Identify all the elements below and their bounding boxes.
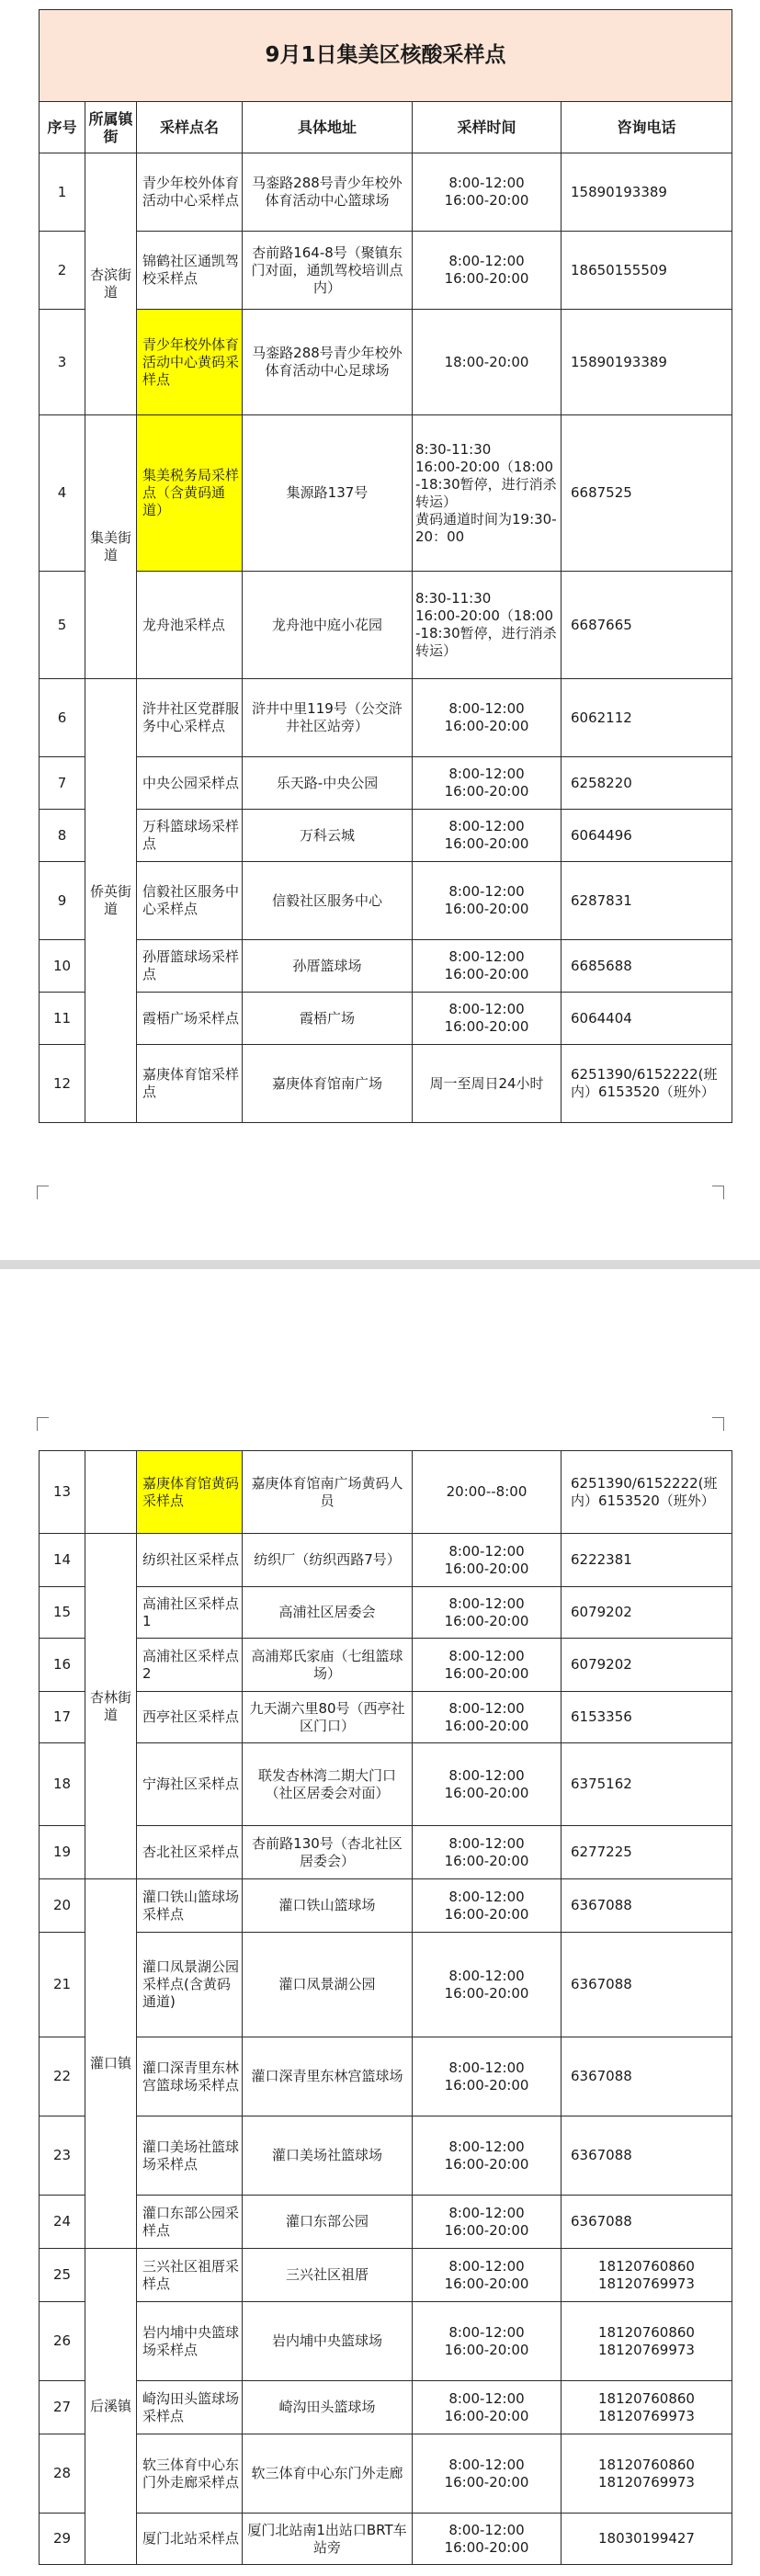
site-name: 宁海社区采样点 bbox=[137, 1743, 243, 1826]
sampling-sites-table-part2 bbox=[39, 1450, 732, 2565]
sampling-time: 8:00-12:00 16:00-20:00 bbox=[413, 1587, 561, 1639]
row-no: 2 bbox=[40, 232, 85, 310]
phone: 6367088 bbox=[561, 2196, 732, 2249]
row-no: 3 bbox=[40, 310, 85, 415]
site-address: 马銮路288号青少年校外体育活动中心篮球场 bbox=[243, 153, 413, 232]
row-no: 20 bbox=[40, 1879, 85, 1933]
table-row bbox=[40, 1743, 732, 1826]
site-name: 龙舟池采样点 bbox=[137, 572, 243, 679]
site-name: 灌口美场社篮球场采样点 bbox=[137, 2116, 243, 2196]
site-name: 灌口凤景湖公园采样点(含黄码通道) bbox=[137, 1933, 243, 2037]
phone: 6367088 bbox=[561, 2037, 732, 2116]
table-row bbox=[40, 2514, 732, 2565]
table-row bbox=[40, 1451, 732, 1534]
town-cell: 侨英街道 bbox=[85, 679, 137, 1123]
table-row bbox=[40, 310, 732, 415]
row-no: 27 bbox=[40, 2381, 85, 2434]
site-name: 万科篮球场采样点 bbox=[137, 810, 243, 862]
sampling-time: 8:00-12:00 16:00-20:00 bbox=[413, 1933, 561, 2037]
site-address: 九天湖六里80号（西亭社区门口） bbox=[243, 1692, 413, 1743]
site-name: 杏北社区采样点 bbox=[137, 1826, 243, 1879]
site-address: 岩内埔中央篮球场 bbox=[243, 2302, 413, 2381]
row-no: 21 bbox=[40, 1933, 85, 2037]
table-row bbox=[40, 1692, 732, 1743]
phone: 6367088 bbox=[561, 1879, 732, 1933]
sampling-time: 8:00-12:00 16:00-20:00 bbox=[413, 1826, 561, 1879]
sampling-time: 8:00-12:00 16:00-20:00 bbox=[413, 1534, 561, 1587]
site-address: 嘉庚体育馆南广场 bbox=[243, 1045, 413, 1123]
table-row bbox=[40, 1534, 732, 1587]
site-address: 软三体育中心东门外走廊 bbox=[243, 2434, 413, 2514]
sampling-time: 8:00-12:00 16:00-20:00 bbox=[413, 2381, 561, 2434]
row-no: 8 bbox=[40, 810, 85, 862]
phone: 6287831 bbox=[561, 862, 732, 940]
header-town: 所属镇街 bbox=[85, 102, 137, 153]
site-name: 灌口东部公园采样点 bbox=[137, 2196, 243, 2249]
table-row bbox=[40, 2434, 732, 2514]
site-name: 孙厝篮球场采样点 bbox=[137, 940, 243, 993]
row-no: 26 bbox=[40, 2302, 85, 2381]
sampling-time: 8:00-12:00 16:00-20:00 bbox=[413, 1743, 561, 1826]
town-cell: 集美街道 bbox=[85, 415, 137, 679]
sampling-time: 8:00-12:00 16:00-20:00 bbox=[413, 810, 561, 862]
table-row bbox=[40, 2249, 732, 2302]
row-no: 25 bbox=[40, 2249, 85, 2302]
page-1 bbox=[0, 0, 760, 1167]
town-cell: 杏林街道 bbox=[85, 1534, 137, 1879]
table-row bbox=[40, 2116, 732, 2196]
site-name: 信毅社区服务中心采样点 bbox=[137, 862, 243, 940]
row-no: 11 bbox=[40, 993, 85, 1045]
site-name-highlighted: 青少年校外体育活动中心黄码采样点 bbox=[137, 310, 243, 415]
phone: 6687525 bbox=[561, 415, 732, 572]
table-row bbox=[40, 2381, 732, 2434]
crop-mark bbox=[37, 1186, 49, 1199]
phone: 18120760860 18120769973 bbox=[561, 2249, 732, 2302]
site-address: 马銮路288号青少年校外体育活动中心足球场 bbox=[243, 310, 413, 415]
phone: 6064404 bbox=[561, 993, 732, 1045]
table-row bbox=[40, 1933, 732, 2037]
site-address: 杏前路164-8号（聚镇东门对面，通凯驾校培训点内） bbox=[243, 232, 413, 310]
sampling-time: 8:00-12:00 16:00-20:00 bbox=[413, 940, 561, 993]
site-name: 中央公园采样点 bbox=[137, 757, 243, 810]
table-row bbox=[40, 1826, 732, 1879]
site-name: 高浦社区采样点2 bbox=[137, 1639, 243, 1692]
phone: 6367088 bbox=[561, 1933, 732, 2037]
table-row bbox=[40, 679, 732, 757]
site-address: 集源路137号 bbox=[243, 415, 413, 572]
table-row bbox=[40, 810, 732, 862]
table-title: 9月1日集美区核酸采样点 bbox=[40, 10, 732, 102]
row-no: 29 bbox=[40, 2514, 85, 2565]
site-address: 高浦社区居委会 bbox=[243, 1587, 413, 1639]
phone: 6251390/6152222(班内）6153520（班外） bbox=[561, 1045, 732, 1123]
sampling-time: 8:00-12:00 16:00-20:00 bbox=[413, 2302, 561, 2381]
phone: 6062112 bbox=[561, 679, 732, 757]
row-no: 5 bbox=[40, 572, 85, 679]
site-address: 灌口凤景湖公园 bbox=[243, 1933, 413, 2037]
town-cell: 灌口镇 bbox=[85, 1879, 137, 2249]
table-row bbox=[40, 2196, 732, 2249]
row-no: 7 bbox=[40, 757, 85, 810]
sampling-time: 8:00-12:00 16:00-20:00 bbox=[413, 862, 561, 940]
site-address: 厦门北站南1出站口BRT车站旁 bbox=[243, 2514, 413, 2565]
site-address: 信毅社区服务中心 bbox=[243, 862, 413, 940]
page-gap bbox=[0, 1167, 760, 1316]
sampling-time: 周一至周日24小时 bbox=[413, 1045, 561, 1123]
site-address: 三兴社区祖厝 bbox=[243, 2249, 413, 2302]
phone: 15890193389 bbox=[561, 153, 732, 232]
sampling-time: 8:00-12:00 16:00-20:00 bbox=[413, 1692, 561, 1743]
header-site: 采样点名 bbox=[137, 102, 243, 153]
phone: 6079202 bbox=[561, 1587, 732, 1639]
phone: 6375162 bbox=[561, 1743, 732, 1826]
row-no: 6 bbox=[40, 679, 85, 757]
phone: 18120760860 18120769973 bbox=[561, 2434, 732, 2514]
sampling-time: 20:00--8:00 bbox=[413, 1451, 561, 1534]
site-address: 孙厝篮球场 bbox=[243, 940, 413, 993]
sampling-time: 8:00-12:00 16:00-20:00 bbox=[413, 153, 561, 232]
table-row bbox=[40, 940, 732, 993]
site-address: 龙舟池中庭小花园 bbox=[243, 572, 413, 679]
phone: 6153356 bbox=[561, 1692, 732, 1743]
header-time: 采样时间 bbox=[413, 102, 561, 153]
town-cell: 杏滨街道 bbox=[85, 153, 137, 415]
site-address: 灌口深青里东林宫篮球场 bbox=[243, 2037, 413, 2116]
site-address: 灌口东部公园 bbox=[243, 2196, 413, 2249]
crop-mark bbox=[712, 1186, 724, 1199]
table-row bbox=[40, 1587, 732, 1639]
site-address: 杏前路130号（杏北社区居委会） bbox=[243, 1826, 413, 1879]
table-row bbox=[40, 2302, 732, 2381]
site-name: 嘉庚体育馆采样点 bbox=[137, 1045, 243, 1123]
crop-mark bbox=[37, 1417, 49, 1431]
site-name: 三兴社区祖厝采样点 bbox=[137, 2249, 243, 2302]
header-phone: 咨询电话 bbox=[561, 102, 732, 153]
row-no: 9 bbox=[40, 862, 85, 940]
page-2 bbox=[0, 1316, 760, 2576]
site-address: 崎沟田头篮球场 bbox=[243, 2381, 413, 2434]
sampling-time: 8:00-12:00 16:00-20:00 bbox=[413, 2196, 561, 2249]
phone: 6367088 bbox=[561, 2116, 732, 2196]
row-no: 28 bbox=[40, 2434, 85, 2514]
phone: 18030199427 bbox=[561, 2514, 732, 2565]
crop-mark bbox=[712, 1417, 724, 1431]
site-address: 霞梧广场 bbox=[243, 993, 413, 1045]
phone: 18120760860 18120769973 bbox=[561, 2381, 732, 2434]
table-row bbox=[40, 1045, 732, 1123]
site-name: 岩内埔中央篮球场采样点 bbox=[137, 2302, 243, 2381]
table-row bbox=[40, 1879, 732, 1933]
phone: 6064496 bbox=[561, 810, 732, 862]
row-no: 15 bbox=[40, 1587, 85, 1639]
table-row bbox=[40, 572, 732, 679]
site-name: 崎沟田头篮球场采样点 bbox=[137, 2381, 243, 2434]
header-seq: 序号 bbox=[40, 102, 85, 153]
row-no: 17 bbox=[40, 1692, 85, 1743]
row-no: 4 bbox=[40, 415, 85, 572]
site-name: 青少年校外体育活动中心采样点 bbox=[137, 153, 243, 232]
sampling-time: 8:00-12:00 16:00-20:00 bbox=[413, 2116, 561, 2196]
phone: 6251390/6152222(班内）6153520（班外） bbox=[561, 1451, 732, 1534]
site-name: 高浦社区采样点1 bbox=[137, 1587, 243, 1639]
town-cell-empty bbox=[85, 1451, 137, 1534]
phone: 15890193389 bbox=[561, 310, 732, 415]
site-address: 万科云城 bbox=[243, 810, 413, 862]
site-name: 软三体育中心东门外走廊采样点 bbox=[137, 2434, 243, 2514]
phone: 6687665 bbox=[561, 572, 732, 679]
phone: 6258220 bbox=[561, 757, 732, 810]
site-address: 纺织厂（纺织西路7号） bbox=[243, 1534, 413, 1587]
site-address: 嘉庚体育馆南广场黄码人员 bbox=[243, 1451, 413, 1534]
sampling-sites-table-part1 bbox=[39, 9, 732, 1123]
sampling-time: 8:00-12:00 16:00-20:00 bbox=[413, 2037, 561, 2116]
table-row bbox=[40, 415, 732, 572]
row-no: 23 bbox=[40, 2116, 85, 2196]
table-row bbox=[40, 862, 732, 940]
phone: 18120760860 18120769973 bbox=[561, 2302, 732, 2381]
row-no: 10 bbox=[40, 940, 85, 993]
site-name: 浒井社区党群服务中心采样点 bbox=[137, 679, 243, 757]
row-no: 16 bbox=[40, 1639, 85, 1692]
site-address: 高浦郑氏家庙（七组篮球场） bbox=[243, 1639, 413, 1692]
site-name-highlighted: 集美税务局采样点（含黄码通道） bbox=[137, 415, 243, 572]
table-row bbox=[40, 757, 732, 810]
phone: 6685688 bbox=[561, 940, 732, 993]
site-address: 灌口美场社篮球场 bbox=[243, 2116, 413, 2196]
row-no: 1 bbox=[40, 153, 85, 232]
sampling-time: 8:00-12:00 16:00-20:00 bbox=[413, 2514, 561, 2565]
row-no: 24 bbox=[40, 2196, 85, 2249]
table-row bbox=[40, 2037, 732, 2116]
phone: 6079202 bbox=[561, 1639, 732, 1692]
site-address: 乐天路-中央公园 bbox=[243, 757, 413, 810]
table-row bbox=[40, 993, 732, 1045]
phone: 6222381 bbox=[561, 1534, 732, 1587]
site-name: 灌口深青里东林宫篮球场采样点 bbox=[137, 2037, 243, 2116]
table-row bbox=[40, 232, 732, 310]
site-name: 锦鹤社区通凯驾校采样点 bbox=[137, 232, 243, 310]
phone: 18650155509 bbox=[561, 232, 732, 310]
sampling-time: 8:00-12:00 16:00-20:00 bbox=[413, 1879, 561, 1933]
site-address: 浒井中里119号（公交浒井社区站旁） bbox=[243, 679, 413, 757]
row-no: 12 bbox=[40, 1045, 85, 1123]
sampling-time: 8:00-12:00 16:00-20:00 bbox=[413, 679, 561, 757]
sampling-time: 8:00-12:00 16:00-20:00 bbox=[413, 2249, 561, 2302]
sampling-time: 8:00-12:00 16:00-20:00 bbox=[413, 232, 561, 310]
site-address: 联发杏林湾二期大门口（社区居委会对面） bbox=[243, 1743, 413, 1826]
sampling-time: 8:00-12:00 16:00-20:00 bbox=[413, 2434, 561, 2514]
row-no: 19 bbox=[40, 1826, 85, 1879]
sampling-time: 18:00-20:00 bbox=[413, 310, 561, 415]
sampling-time: 8:00-12:00 16:00-20:00 bbox=[413, 993, 561, 1045]
sampling-time: 8:30-11:30 16:00-20:00（18:00-18:30暂停，进行消杀转运） 黄码通道时间为19:30-20：00 bbox=[413, 415, 561, 572]
site-name: 霞梧广场采样点 bbox=[137, 993, 243, 1045]
table-row bbox=[40, 153, 732, 232]
row-no: 22 bbox=[40, 2037, 85, 2116]
site-name: 灌口铁山篮球场采样点 bbox=[137, 1879, 243, 1933]
site-name-highlighted: 嘉庚体育馆黄码采样点 bbox=[137, 1451, 243, 1534]
row-no: 13 bbox=[40, 1451, 85, 1534]
row-no: 18 bbox=[40, 1743, 85, 1826]
site-name: 纺织社区采样点 bbox=[137, 1534, 243, 1587]
site-name: 厦门北站采样点 bbox=[137, 2514, 243, 2565]
page-separator bbox=[0, 1260, 760, 1269]
sampling-time: 8:00-12:00 16:00-20:00 bbox=[413, 757, 561, 810]
town-cell: 后溪镇 bbox=[85, 2249, 137, 2565]
table-row bbox=[40, 1639, 732, 1692]
row-no: 14 bbox=[40, 1534, 85, 1587]
site-address: 灌口铁山篮球场 bbox=[243, 1879, 413, 1933]
phone: 6277225 bbox=[561, 1826, 732, 1879]
sampling-time: 8:30-11:30 16:00-20:00（18:00-18:30暂停，进行消杀转运） bbox=[413, 572, 561, 679]
header-address: 具体地址 bbox=[243, 102, 413, 153]
sampling-time: 8:00-12:00 16:00-20:00 bbox=[413, 1639, 561, 1692]
site-name: 西亭社区采样点 bbox=[137, 1692, 243, 1743]
